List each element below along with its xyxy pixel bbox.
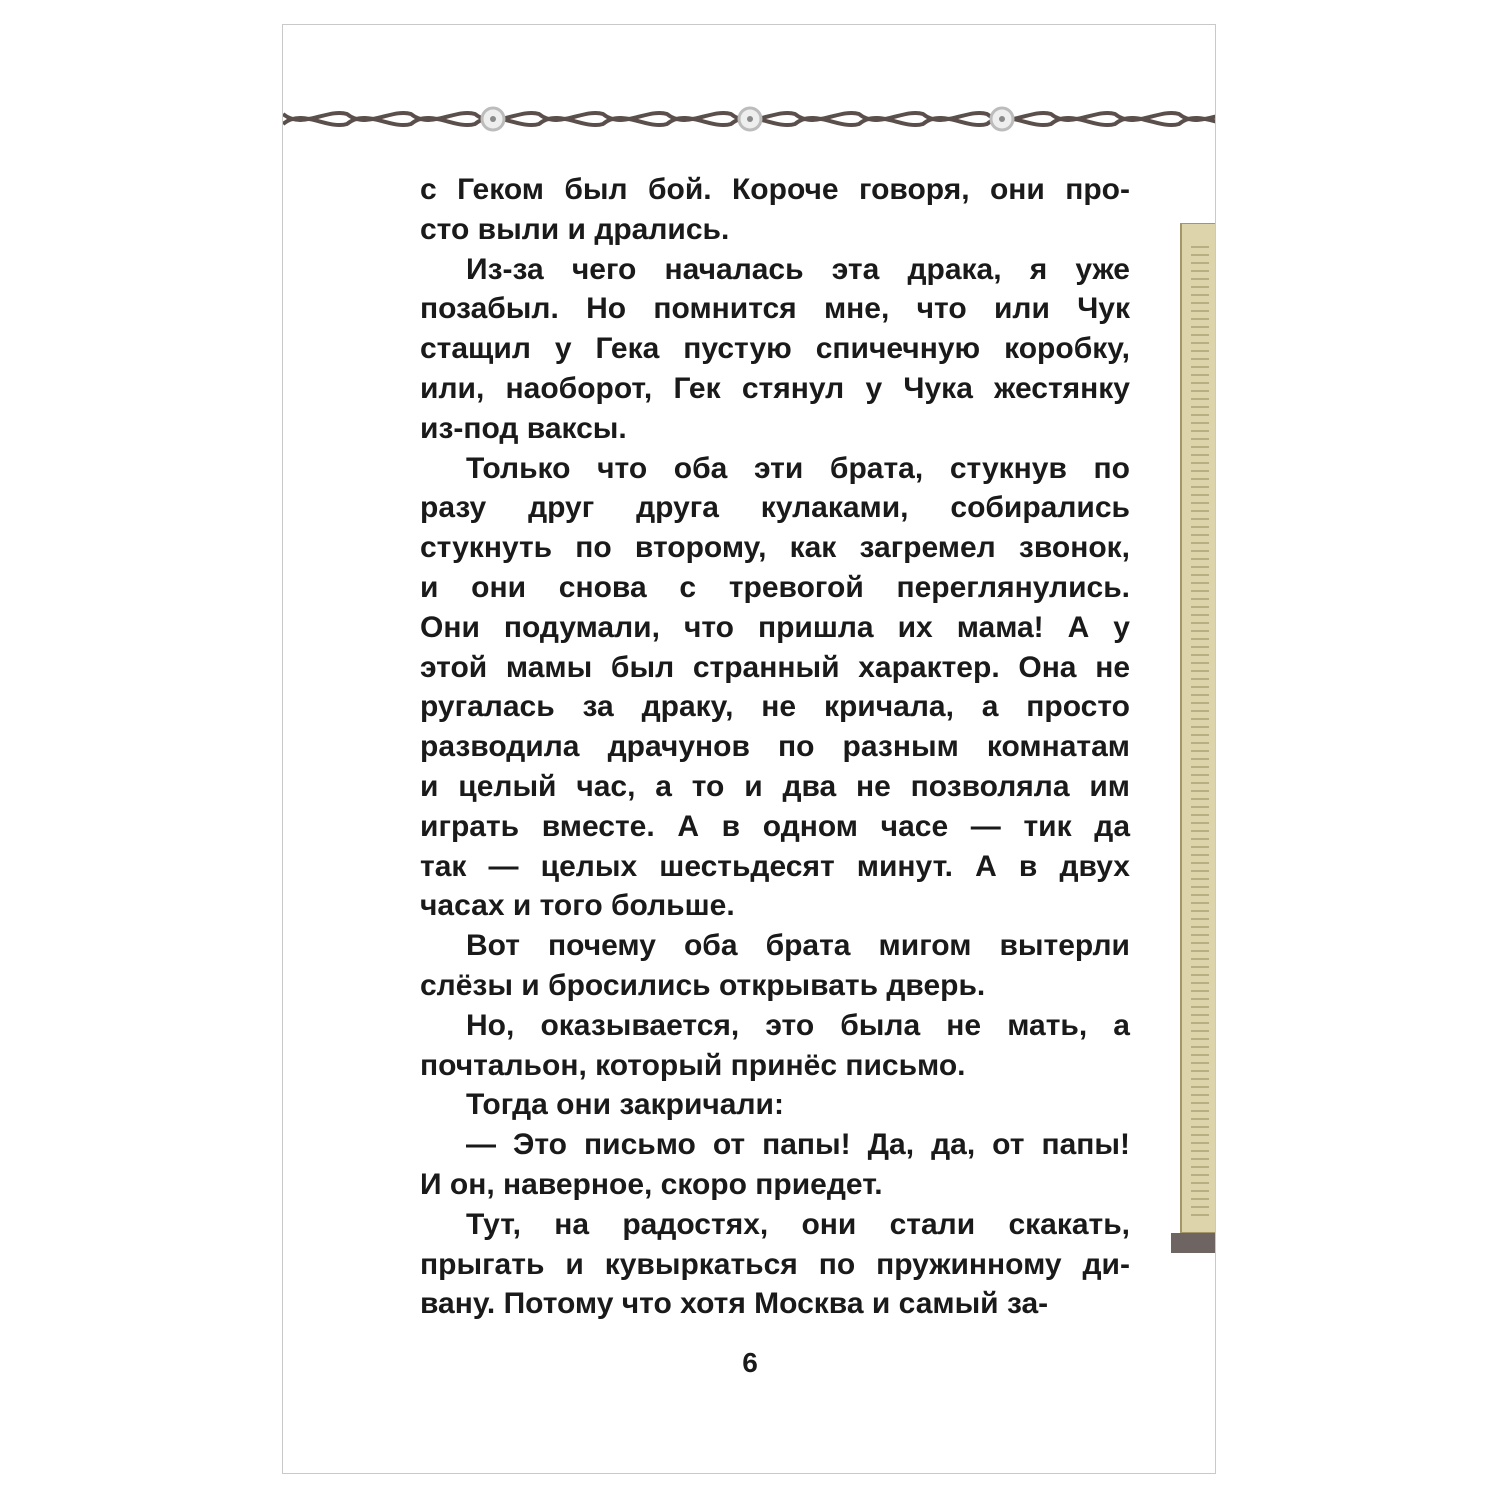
body-text	[420, 170, 1130, 1324]
text-line: Тогда они закричали:	[466, 1088, 784, 1122]
rope-border-decoration	[283, 97, 1216, 141]
paragraph	[420, 1205, 1130, 1324]
text-line: сто выли и дрались.	[420, 212, 730, 246]
text-line: часах и того больше.	[420, 889, 735, 923]
text-line: этой мамы был странный характер. Она не	[420, 650, 1130, 684]
text-line: и целый час, а то и два не позволяла им	[420, 769, 1130, 803]
text-line: Они подумали, что пришла их мама! А у	[420, 610, 1130, 644]
paragraph	[420, 1125, 1130, 1205]
text-line: ругалась за драку, не кричала, а просто	[420, 690, 1130, 724]
text-line: так — целых шестьдесят минут. А в двух	[420, 849, 1130, 883]
text-line: Только что оба эти брата, стукнув по	[466, 451, 1130, 485]
text-line: — Это письмо от папы! Да, да, от папы!	[466, 1128, 1130, 1162]
rope-ring-hole	[747, 116, 753, 122]
text-line: из-под ваксы.	[420, 411, 627, 445]
text-line: Вот почему оба брата мигом вытерли	[466, 929, 1130, 963]
paragraph	[420, 170, 1130, 250]
text-line: почтальон, который принёс письмо.	[420, 1048, 966, 1082]
text-line: позабыл. Но помнится мне, что или Чук	[420, 292, 1130, 326]
paragraph	[420, 449, 1130, 927]
text-line: И он, наверное, скоро приедет.	[420, 1167, 883, 1201]
text-line: Тут, на радостях, они стали скакать,	[466, 1207, 1130, 1241]
ruler-decoration	[1171, 223, 1216, 1263]
text-line: разу друг друга кулаками, собирались	[420, 491, 1130, 525]
text-line: вану. Потому что хотя Москва и самый за-	[420, 1287, 1049, 1321]
text-line: прыгать и кувыркаться по пружинному ди-	[420, 1247, 1130, 1281]
text-line: стукнуть по второму, как загремел звонок,	[420, 531, 1130, 565]
ruler-base	[1171, 1233, 1216, 1253]
text-line: или, наоборот, Гек стянул у Чука жестянку	[420, 371, 1130, 405]
text-line: Из-за чего началась эта драка, я уже	[466, 252, 1130, 286]
page-number: 6	[742, 1347, 758, 1378]
book-page	[282, 24, 1216, 1474]
rope-ring-hole	[999, 116, 1005, 122]
paragraph	[420, 250, 1130, 449]
paragraph	[420, 1006, 1130, 1086]
text-line: стащил у Гека пустую спичечную коробку,	[420, 332, 1130, 366]
text-line: разводила драчунов по разным комнатам	[420, 730, 1130, 764]
text-line: с Геком был бой. Короче говоря, они про-	[420, 173, 1130, 206]
paragraph	[420, 926, 1130, 1006]
text-line: и они снова с тревогой переглянулись.	[420, 570, 1130, 604]
text-line: играть вместе. А в одном часе — тик да	[420, 809, 1130, 843]
text-line: слёзы и бросились открывать дверь.	[420, 968, 986, 1002]
text-line: Но, оказывается, это была не мать, а	[466, 1008, 1130, 1042]
rope-ring-hole	[490, 116, 496, 122]
paragraph	[420, 1085, 1130, 1125]
